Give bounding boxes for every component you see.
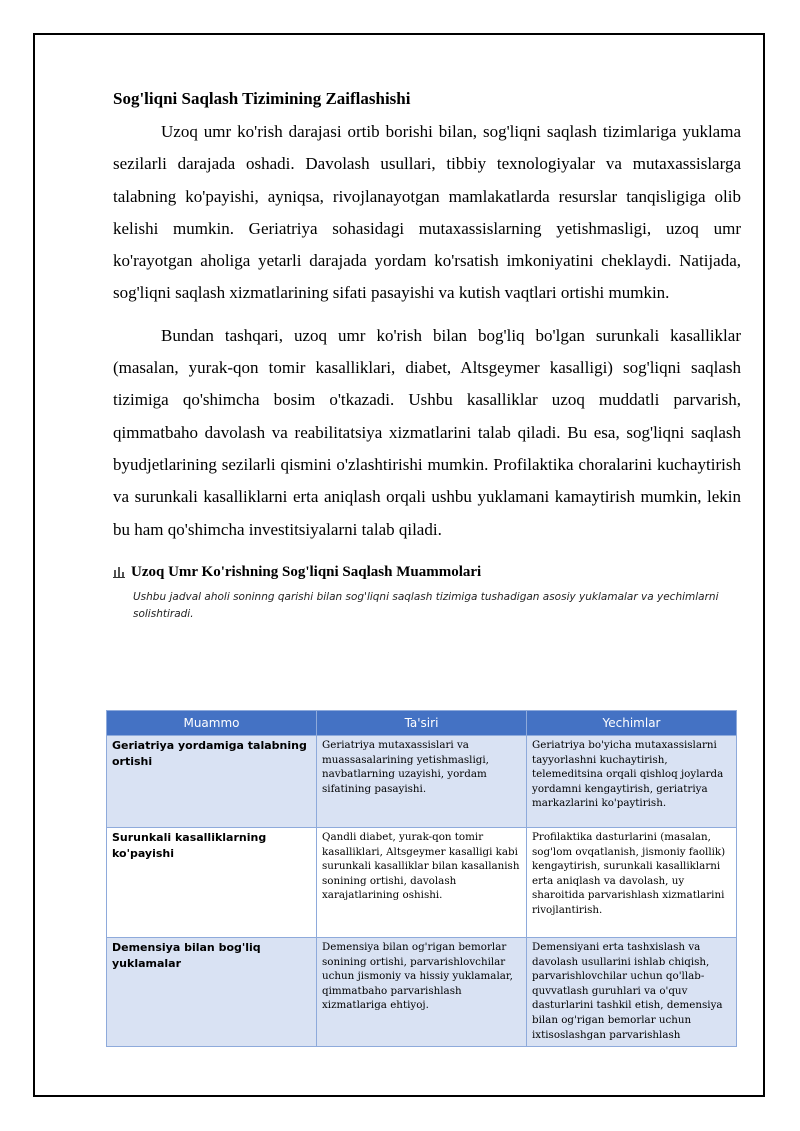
document-body <box>113 80 741 629</box>
table-title-text: Uzoq Umr Ko'rishning Sog'liqni Saqlash Muammolari <box>131 563 482 580</box>
column-header-tasiri: Ta'siri <box>317 711 527 736</box>
column-header-yechimlar: Yechimlar <box>527 711 737 736</box>
cell-tasiri: Geriatriya mutaxassislari va muassasalarining yetishmasligi, navbatlarning uzayishi, yordam sifatining pasayishi. <box>317 736 527 828</box>
section-heading: Sog'liqni Saqlash Tizimining Zaiflashishi <box>113 89 411 108</box>
table-wrapper <box>106 710 736 1047</box>
table-row <box>107 736 737 828</box>
table-caption: Ushbu jadval aholi soninng qarishi bilan sog'liqni saqlash tizimiga tushadigan asosiy yuklamalar va yechimlarni solishtiradi. <box>133 590 719 620</box>
cell-yechimlar: Demensiyani erta tashxislash va davolash usullarini ishlab chiqish, parvarishlovchilar uchun qo'llab-quvvatlash guruhlari va o'quv dasturlarini tashkil etish, demensiya bilan og'rigan bemorlar uchun ixtisoslashgan parvarishlash <box>527 938 737 1047</box>
cell-yechimlar: Profilaktika dasturlarini (masalan, sog'lom ovqatlanish, jismoniy faollik) kengaytirish, surunkali kasalliklarni erta aniqlash va davolash, uy sharoitida parvarishlash xizmatlarini rivojlantirish. <box>527 828 737 938</box>
bar-chart-icon <box>113 566 125 578</box>
cell-tasiri: Qandli diabet, yurak-qon tomir kasalliklari, Altsgeymer kasalligi kabi surunkali kasalliklar bilan kasallanish sonining ortishi, davolash xarajatlarining oshishi. <box>317 828 527 938</box>
table-row <box>107 938 737 1047</box>
table-title <box>113 564 741 581</box>
cell-muammo: Demensiya bilan bog'liq yuklamalar <box>107 938 317 1047</box>
table-header-row <box>107 711 737 736</box>
problems-table <box>106 710 737 1047</box>
cell-yechimlar: Geriatriya bo'yicha mutaxassislarni tayyorlashni kuchaytirish, telemeditsina orqali qishloq joylarda yordamni kengaytirish, geriatriya markazlarini ko'paytirish. <box>527 736 737 828</box>
cell-muammo: Geriatriya yordamiga talabning ortishi <box>107 736 317 828</box>
cell-muammo: Surunkali kasalliklarning ko'payishi <box>107 828 317 938</box>
cell-tasiri: Demensiya bilan og'rigan bemorlar sonining ortishi, parvarishlovchilar uchun jismoniy va hissiy yuklamalar, qimmatbaho parvarishlash xizmatlariga ehtiyoj. <box>317 938 527 1047</box>
table-row <box>107 828 737 938</box>
column-header-muammo: Muammo <box>107 711 317 736</box>
paragraph-1: Uzoq umr ko'rish darajasi ortib borishi bilan, sog'liqni saqlash tizimlariga yuklama sezilarli darajada oshadi. Davolash usullari, tibbiy texnologiyalar va mutaxassislarga talabning ko'payishi, ayniqsa, rivojlanayotgan mamlakatlarda resurslar tanqisligiga olib kelishi mumkin. Geriatriya sohasidagi mutaxassislarning yetishmasligi, uzoq umr ko'rayotgan aholiga yetarli darajada yordam ko'rsatish imkoniyatini cheklaydi. Natijada, sog'liqni saqlash xizmatlarining sifati pasayishi va kutish vaqtlari ortishi mumkin. <box>113 122 741 303</box>
paragraph-2: Bundan tashqari, uzoq umr ko'rish bilan bog'liq bo'lgan surunkali kasalliklar (masalan, yurak-qon tomir kasalliklari, diabet, Altsgeymer kasalligi) sog'liqni saqlash tizimiga qo'shimcha bosim o'tkazadi. Ushbu kasalliklar uzoq muddatli parvarish, qimmatbaho davolash va reabilitatsiya xizmatlarini talab qiladi. Bu esa, sog'liqni saqlash byudjetlarining sezilarli qismini o'zlashtirishi mumkin. Profilaktika choralarini kuchaytirish va surunkali kasalliklarni erta aniqlash orqali ushbu yuklamani kamaytirish mumkin, lekin bu ham qo'shimcha investitsiyalarni talab qiladi. <box>113 325 741 539</box>
